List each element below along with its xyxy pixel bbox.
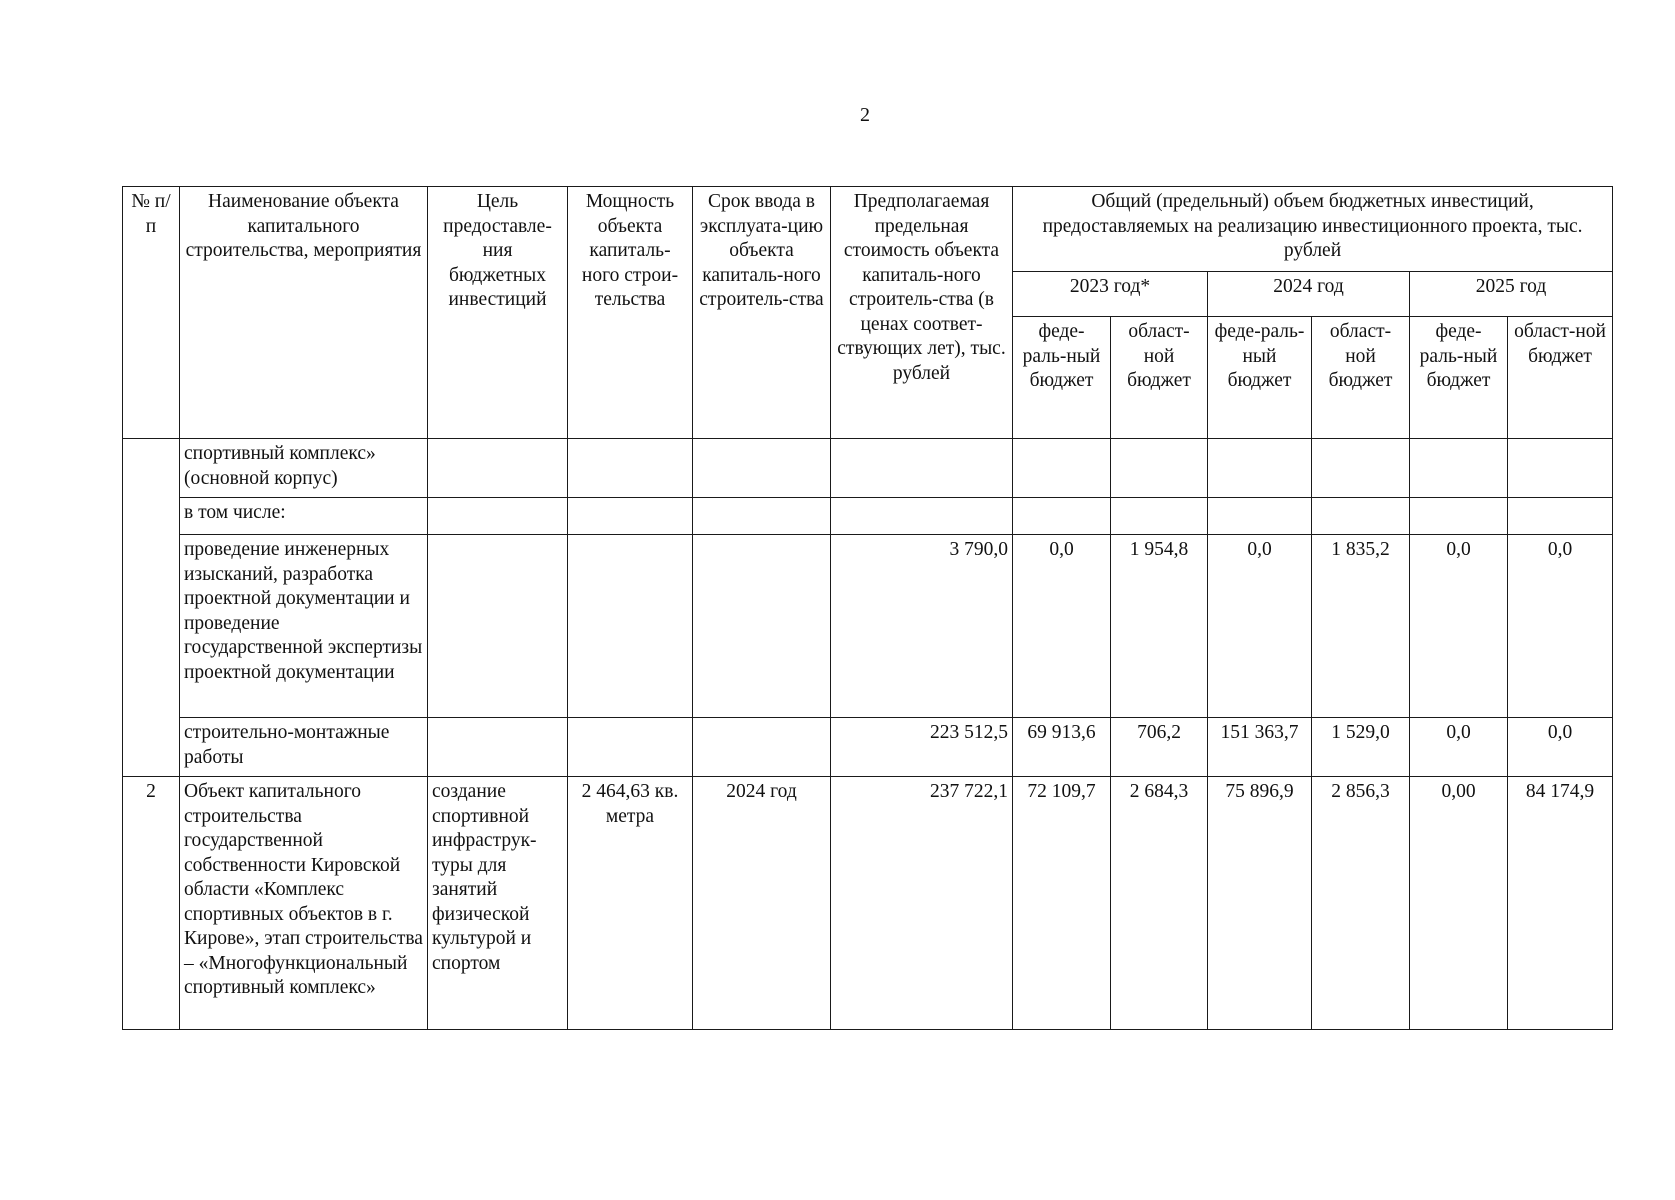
table-row bbox=[123, 439, 1613, 498]
row-federal-2023 bbox=[1013, 439, 1111, 498]
row-term: 2024 год bbox=[693, 777, 831, 1030]
row-federal-2023: 69 913,6 bbox=[1013, 718, 1111, 777]
header-cost: Предполагаемая предельная стоимость объекта капиталь-ного строитель-ства (в ценах соответ-ствующих лет), тыс. рублей bbox=[831, 187, 1013, 439]
row-capacity bbox=[568, 439, 693, 498]
row-federal-2024 bbox=[1208, 498, 1312, 535]
row-regional-2024: 1 529,0 bbox=[1312, 718, 1410, 777]
header-total-investment: Общий (предельный) объем бюджетных инвестиций, предоставляемых на реализацию инвестиционного проекта, тыс. рублей bbox=[1013, 187, 1613, 272]
row-regional-2024 bbox=[1312, 439, 1410, 498]
row-federal-2024: 75 896,9 bbox=[1208, 777, 1312, 1030]
row-regional-2024: 1 835,2 bbox=[1312, 535, 1410, 718]
row-federal-2023: 0,0 bbox=[1013, 535, 1111, 718]
row-term bbox=[693, 718, 831, 777]
row-cost: 3 790,0 bbox=[831, 535, 1013, 718]
header-year-2023: 2023 год* bbox=[1013, 272, 1208, 317]
row-goal bbox=[428, 535, 568, 718]
row-name: спортивный комплекс» (основной корпус) bbox=[180, 439, 428, 498]
row-regional-2025 bbox=[1508, 498, 1613, 535]
row-regional-2025 bbox=[1508, 439, 1613, 498]
row-regional-2023 bbox=[1111, 439, 1208, 498]
row-name: проведение инженерных изысканий, разработка проектной документации и проведение государственной экспертизы проектной документации bbox=[180, 535, 428, 718]
header-regional-2024: област-ной бюджет bbox=[1312, 317, 1410, 439]
header-year-2025: 2025 год bbox=[1410, 272, 1613, 317]
row-regional-2023: 1 954,8 bbox=[1111, 535, 1208, 718]
row-capacity: 2 464,63 кв. метра bbox=[568, 777, 693, 1030]
row-federal-2025 bbox=[1410, 498, 1508, 535]
row-name: строительно-монтажные работы bbox=[180, 718, 428, 777]
header-year-2024: 2024 год bbox=[1208, 272, 1410, 317]
row-term bbox=[693, 439, 831, 498]
row-goal: создание спортивной инфраструк-туры для занятий физической культурой и спортом bbox=[428, 777, 568, 1030]
row-cost bbox=[831, 439, 1013, 498]
row-regional-2023: 2 684,3 bbox=[1111, 777, 1208, 1030]
row-regional-2025: 0,0 bbox=[1508, 718, 1613, 777]
budget-investment-table bbox=[122, 186, 1613, 1030]
table-row bbox=[123, 535, 1613, 718]
row-cost: 237 722,1 bbox=[831, 777, 1013, 1030]
row-federal-2024 bbox=[1208, 439, 1312, 498]
row-federal-2025: 0,00 bbox=[1410, 777, 1508, 1030]
table-row bbox=[123, 498, 1613, 535]
row-regional-2024 bbox=[1312, 498, 1410, 535]
row-term bbox=[693, 535, 831, 718]
row-federal-2024: 0,0 bbox=[1208, 535, 1312, 718]
row-federal-2025: 0,0 bbox=[1410, 718, 1508, 777]
row-regional-2024: 2 856,3 bbox=[1312, 777, 1410, 1030]
row-capacity bbox=[568, 498, 693, 535]
row-cost: 223 512,5 bbox=[831, 718, 1013, 777]
header-regional-2025: област-ной бюджет bbox=[1508, 317, 1613, 439]
row-capacity bbox=[568, 718, 693, 777]
row-name: в том числе: bbox=[180, 498, 428, 535]
header-capacity: Мощность объекта капиталь-ного строи-тельства bbox=[568, 187, 693, 439]
table-row bbox=[123, 718, 1613, 777]
table-row bbox=[123, 777, 1613, 1030]
row-goal bbox=[428, 439, 568, 498]
row-regional-2023 bbox=[1111, 498, 1208, 535]
page-number: 2 bbox=[860, 104, 870, 126]
row-federal-2023 bbox=[1013, 498, 1111, 535]
header-goal: Цель предоставле-ния бюджетных инвестиций bbox=[428, 187, 568, 439]
header-term: Срок ввода в эксплуата-цию объекта капиталь-ного строитель-ства bbox=[693, 187, 831, 439]
header-num: № п/п bbox=[123, 187, 180, 439]
row-federal-2025: 0,0 bbox=[1410, 535, 1508, 718]
row-goal bbox=[428, 498, 568, 535]
row-cost bbox=[831, 498, 1013, 535]
row-regional-2023: 706,2 bbox=[1111, 718, 1208, 777]
row-num bbox=[123, 439, 180, 777]
row-capacity bbox=[568, 535, 693, 718]
row-federal-2023: 72 109,7 bbox=[1013, 777, 1111, 1030]
header-name: Наименование объекта капитального строительства, мероприятия bbox=[180, 187, 428, 439]
row-goal bbox=[428, 718, 568, 777]
row-regional-2025: 0,0 bbox=[1508, 535, 1613, 718]
row-federal-2025 bbox=[1410, 439, 1508, 498]
row-regional-2025: 84 174,9 bbox=[1508, 777, 1613, 1030]
header-federal-2023: феде-раль-ный бюджет bbox=[1013, 317, 1111, 439]
row-name: Объект капитального строительства государственной собственности Кировской области «Комплекс спортивных объектов в г. Кирове», этап строительства – «Многофункциональный спортивный комплекс» bbox=[180, 777, 428, 1030]
header-federal-2024: феде-раль-ный бюджет bbox=[1208, 317, 1312, 439]
header-federal-2025: феде-раль-ный бюджет bbox=[1410, 317, 1508, 439]
row-term bbox=[693, 498, 831, 535]
row-num: 2 bbox=[123, 777, 180, 1030]
row-federal-2024: 151 363,7 bbox=[1208, 718, 1312, 777]
header-regional-2023: област-ной бюджет bbox=[1111, 317, 1208, 439]
